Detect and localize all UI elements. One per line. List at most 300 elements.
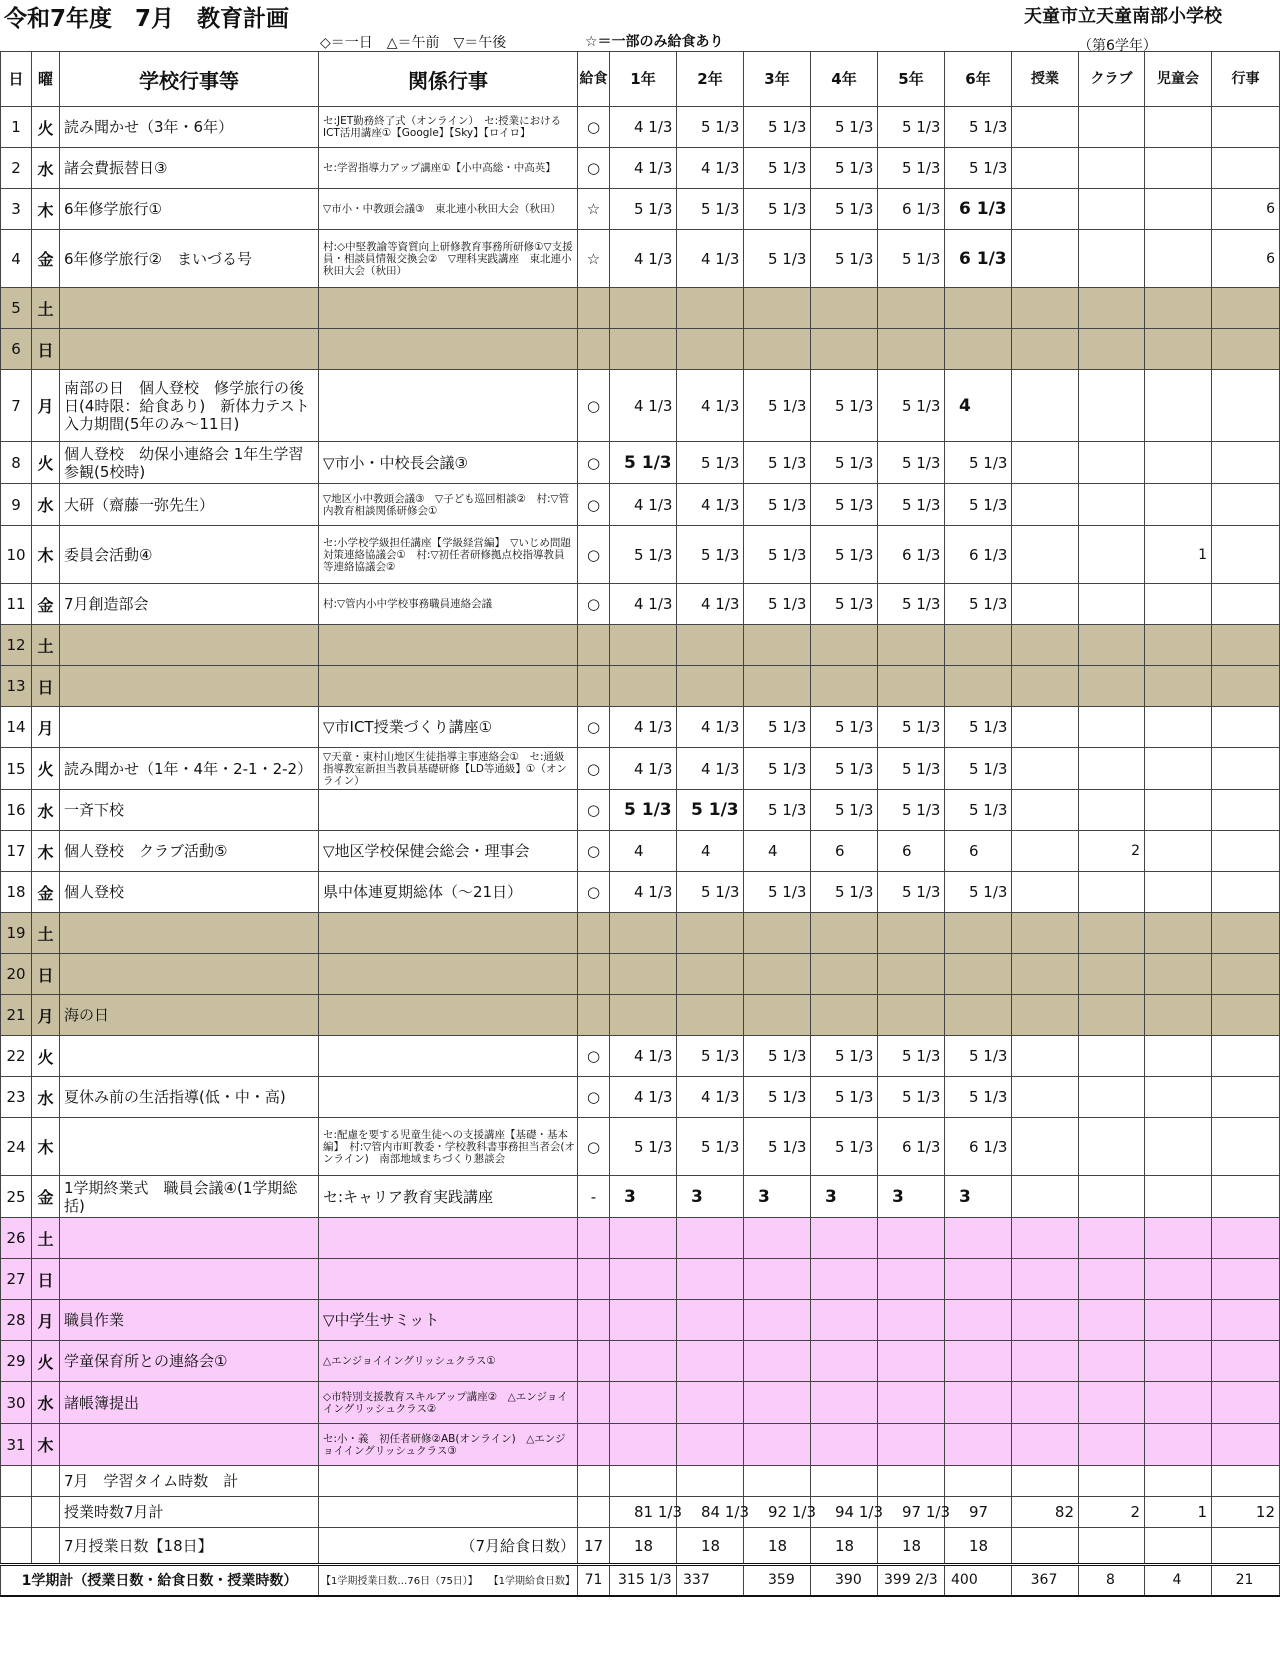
cell-event [1212,954,1280,995]
cell-related-event: ▽市ICT授業づくり講座① [319,707,578,748]
cell-lesson [1012,1218,1079,1259]
cell-council [1145,954,1212,995]
cell-lunch [578,1300,610,1341]
cell-g2-hours [677,329,744,370]
cell-lunch [578,1382,610,1424]
cell-event [1212,831,1280,872]
cell-day: 5 [1,288,32,329]
header-g1: 1年 [610,52,677,107]
cell-event [1212,1259,1280,1300]
cell-club [1079,707,1145,748]
cell-day: 12 [1,625,32,666]
cell-g1-hours: 4 1/3 [610,584,677,625]
grade-note: （第6学年） [1078,38,1157,54]
cell-g2-hours: 5 1/3 [677,1118,744,1176]
cell-lunch: ○ [578,1118,610,1176]
header-day: 日 [1,52,32,107]
cell-event [1212,666,1280,707]
cell-lunch [578,288,610,329]
days-g5: 18 [878,1528,945,1565]
table-row [1,707,1280,748]
cell-g2-hours: 5 1/3 [677,442,744,484]
cell-g1-hours [610,329,677,370]
cell-g6-hours: 6 [945,831,1012,872]
cell-g3-hours: 5 1/3 [744,707,811,748]
cell-council [1145,484,1212,526]
table-row [1,1259,1280,1300]
cell-g5-hours: 5 1/3 [878,748,945,790]
cell-dow: 火 [32,1341,60,1382]
hours-g5: 97 1/3 [878,1497,945,1528]
cell-g1-hours: 4 1/3 [610,230,677,288]
header-lesson: 授業 [1012,52,1079,107]
cell-g2-hours [677,288,744,329]
cell-g1-hours: 4 1/3 [610,872,677,913]
cell-school-event [60,1424,319,1466]
cell-event [1212,1218,1280,1259]
cell-event [1212,584,1280,625]
cell-related-event: ▽地区小中教頭会議③ ▽子ども巡回相談② 村:▽管内教育相談関係研修会① [319,484,578,526]
cell-lunch [578,625,610,666]
cell-dow: 木 [32,831,60,872]
cell-council [1145,748,1212,790]
cell-related-event [319,329,578,370]
cell-club [1079,370,1145,442]
cell-related-event: セ:小・義 初任者研修②AB(オンライン) △エンジョイイングリッシュクラス③ [319,1424,578,1466]
cell-event: 6 [1212,230,1280,288]
cell-g2-hours [677,954,744,995]
days-g3: 18 [744,1528,811,1565]
cell-g6-hours [945,288,1012,329]
days-g4: 18 [811,1528,878,1565]
hours-g4: 94 1/3 [811,1497,878,1528]
cell-g6-hours: 5 1/3 [945,872,1012,913]
cell-g5-hours [878,329,945,370]
cell-day: 20 [1,954,32,995]
cell-council [1145,148,1212,189]
cell-g1-hours: 4 1/3 [610,1077,677,1118]
cell-day: 28 [1,1300,32,1341]
cell-g3-hours: 5 1/3 [744,148,811,189]
hours-club: 2 [1079,1497,1145,1528]
table-row [1,1300,1280,1341]
cell-council [1145,1036,1212,1077]
cell-g1-hours [610,1341,677,1382]
cell-g2-hours [677,666,744,707]
cell-related-event [319,1077,578,1118]
term-g4: 390 [811,1565,878,1596]
cell-club [1079,1424,1145,1466]
cell-g5-hours: 5 1/3 [878,148,945,189]
cell-g2-hours: 4 1/3 [677,584,744,625]
cell-g3-hours: 5 1/3 [744,484,811,526]
cell-g5-hours [878,1259,945,1300]
hours-lesson: 82 [1012,1497,1079,1528]
cell-event [1212,872,1280,913]
term-event: 21 [1212,1565,1280,1596]
cell-school-event: 6年修学旅行① [60,189,319,230]
cell-council [1145,625,1212,666]
cell-club [1079,1176,1145,1218]
cell-g5-hours: 5 1/3 [878,1077,945,1118]
cell-related-event: セ:JET勤務終了式（オンライン） セ:授業におけるICT活用講座①【Google】【Sky】【ロイロ】 [319,107,578,148]
cell-event [1212,707,1280,748]
cell-day: 6 [1,329,32,370]
cell-council [1145,584,1212,625]
footer-days-row [1,1528,1280,1565]
cell-lesson [1012,370,1079,442]
cell-lunch: ☆ [578,230,610,288]
cell-lesson [1012,913,1079,954]
cell-g4-hours [811,954,878,995]
cell-club [1079,872,1145,913]
cell-g6-hours [945,1341,1012,1382]
table-row [1,230,1280,288]
cell-lunch [578,995,610,1036]
cell-g6-hours: 5 1/3 [945,748,1012,790]
cell-lunch: ○ [578,484,610,526]
cell-day: 29 [1,1341,32,1382]
footer-study-time-row [1,1466,1280,1497]
cell-g4-hours [811,666,878,707]
cell-g5-hours: 5 1/3 [878,370,945,442]
table-row [1,1218,1280,1259]
cell-g3-hours [744,954,811,995]
cell-lesson [1012,625,1079,666]
cell-school-event: 職員作業 [60,1300,319,1341]
cell-lesson [1012,1382,1079,1424]
table-row [1,370,1280,442]
cell-council [1145,1300,1212,1341]
cell-lunch [578,1424,610,1466]
cell-g3-hours [744,1424,811,1466]
cell-council [1145,1176,1212,1218]
cell-g6-hours: 6 1/3 [945,526,1012,584]
cell-dow: 水 [32,484,60,526]
cell-lesson [1012,707,1079,748]
table-row [1,872,1280,913]
cell-related-event: セ:学習指導力アップ講座①【小中高総・中高英】 [319,148,578,189]
cell-lesson [1012,1036,1079,1077]
cell-day: 19 [1,913,32,954]
cell-club [1079,1382,1145,1424]
cell-club [1079,148,1145,189]
cell-club [1079,995,1145,1036]
table-row [1,442,1280,484]
cell-g6-hours: 5 1/3 [945,484,1012,526]
cell-g5-hours: 5 1/3 [878,107,945,148]
cell-g4-hours [811,1341,878,1382]
cell-dow: 火 [32,1036,60,1077]
cell-council [1145,1424,1212,1466]
cell-g3-hours: 5 1/3 [744,1036,811,1077]
cell-g5-hours [878,1424,945,1466]
cell-g1-hours [610,1218,677,1259]
cell-g1-hours: 4 1/3 [610,1036,677,1077]
cell-lunch: ☆ [578,189,610,230]
cell-related-event: 県中体連夏期総体（～21日） [319,872,578,913]
cell-day: 24 [1,1118,32,1176]
cell-club [1079,1118,1145,1176]
cell-school-event: 諸帳簿提出 [60,1382,319,1424]
cell-g6-hours: 5 1/3 [945,584,1012,625]
cell-g6-hours: 5 1/3 [945,1036,1012,1077]
cell-lesson [1012,1077,1079,1118]
cell-g3-hours [744,1300,811,1341]
cell-g3-hours [744,666,811,707]
cell-g6-hours: 5 1/3 [945,107,1012,148]
cell-council [1145,442,1212,484]
cell-school-event: 委員会活動④ [60,526,319,584]
cell-council [1145,790,1212,831]
cell-g2-hours: 4 1/3 [677,707,744,748]
term-total-row [1,1565,1280,1596]
cell-g5-hours: 5 1/3 [878,230,945,288]
cell-school-event: 個人登校 幼保小連絡会 1年生学習参観(5校時) [60,442,319,484]
cell-lunch: ○ [578,107,610,148]
cell-school-event: 大研（齋藤一弥先生） [60,484,319,526]
cell-g4-hours: 5 1/3 [811,107,878,148]
cell-g6-hours [945,1259,1012,1300]
cell-day: 22 [1,1036,32,1077]
cell-school-event: 諸会費振替日③ [60,148,319,189]
cell-school-event: 一斉下校 [60,790,319,831]
cell-g2-hours: 4 1/3 [677,484,744,526]
cell-school-event [60,954,319,995]
cell-g1-hours: 4 1/3 [610,148,677,189]
cell-g6-hours [945,1424,1012,1466]
cell-g3-hours [744,1382,811,1424]
cell-dow: 日 [32,666,60,707]
cell-lesson [1012,148,1079,189]
cell-club: 2 [1079,831,1145,872]
cell-lesson [1012,790,1079,831]
cell-g3-hours: 5 1/3 [744,872,811,913]
term-days-note: 【1学期授業日数…76日（75日）】 [321,1576,478,1588]
cell-g5-hours [878,666,945,707]
cell-lunch: ○ [578,707,610,748]
cell-g1-hours: 3 [610,1176,677,1218]
table-row [1,329,1280,370]
cell-related-event [319,370,578,442]
term-club: 8 [1079,1565,1145,1596]
cell-day: 3 [1,189,32,230]
cell-g4-hours [811,625,878,666]
cell-g5-hours: 6 1/3 [878,189,945,230]
cell-dow: 火 [32,107,60,148]
cell-council [1145,872,1212,913]
cell-lesson [1012,1176,1079,1218]
header-dow: 曜 [32,52,60,107]
cell-g5-hours [878,625,945,666]
cell-club [1079,913,1145,954]
cell-g4-hours: 5 1/3 [811,370,878,442]
cell-day: 18 [1,872,32,913]
cell-school-event: 南部の日 個人登校 修学旅行の後日(4時限：給食あり) 新体力テスト入力期間(5年のみ～11日) [60,370,319,442]
cell-g4-hours [811,1218,878,1259]
cell-g1-hours [610,288,677,329]
cell-dow: 土 [32,625,60,666]
cell-school-event: 7月創造部会 [60,584,319,625]
cell-lunch: ○ [578,370,610,442]
cell-school-event: 学童保育所との連絡会① [60,1341,319,1382]
cell-g3-hours [744,913,811,954]
cell-dow: 水 [32,1382,60,1424]
cell-club [1079,526,1145,584]
cell-g2-hours [677,1424,744,1466]
cell-council [1145,329,1212,370]
cell-g5-hours [878,913,945,954]
cell-g6-hours [945,1218,1012,1259]
header-g5: 5年 [878,52,945,107]
cell-g3-hours: 5 1/3 [744,370,811,442]
cell-g4-hours: 5 1/3 [811,790,878,831]
cell-council: 1 [1145,526,1212,584]
cell-g2-hours [677,1300,744,1341]
cell-g2-hours [677,625,744,666]
cell-dow: 木 [32,189,60,230]
cell-day: 31 [1,1424,32,1466]
cell-g5-hours: 5 1/3 [878,707,945,748]
cell-g1-hours: 5 1/3 [610,526,677,584]
cell-club [1079,1259,1145,1300]
cell-day: 26 [1,1218,32,1259]
cell-club [1079,790,1145,831]
cell-g6-hours [945,1300,1012,1341]
cell-event [1212,370,1280,442]
cell-day: 17 [1,831,32,872]
cell-day: 16 [1,790,32,831]
hours-g2: 84 1/3 [677,1497,744,1528]
cell-day: 1 [1,107,32,148]
cell-event [1212,625,1280,666]
cell-g4-hours: 5 1/3 [811,1118,878,1176]
cell-lesson [1012,1341,1079,1382]
legend-time: ◇＝一日 △＝午前 ▽＝午後 [320,35,507,51]
cell-lunch: ○ [578,872,610,913]
study-time-label: 7月 学習タイム時数 計 [60,1466,319,1497]
cell-dow: 土 [32,1218,60,1259]
cell-school-event [60,329,319,370]
plan-table [0,51,1280,1597]
table-row [1,995,1280,1036]
cell-g4-hours: 5 1/3 [811,707,878,748]
cell-dow: 火 [32,748,60,790]
cell-g5-hours: 5 1/3 [878,872,945,913]
cell-lesson [1012,748,1079,790]
cell-event [1212,748,1280,790]
table-row [1,107,1280,148]
cell-g6-hours: 6 1/3 [945,230,1012,288]
cell-g1-hours [610,1382,677,1424]
cell-g5-hours [878,1218,945,1259]
cell-g3-hours [744,995,811,1036]
cell-day: 4 [1,230,32,288]
cell-school-event: 6年修学旅行② まいづる号 [60,230,319,288]
cell-lunch: ○ [578,1036,610,1077]
cell-school-event [60,1218,319,1259]
cell-council [1145,913,1212,954]
cell-g6-hours: 6 1/3 [945,1118,1012,1176]
cell-dow: 土 [32,288,60,329]
cell-related-event: セ:配慮を要する児童生徒への支援講座【基礎・基本編】 村:▽管内市町教委・学校教科書事務担当者会(オンライン) 南部地域まちづくり懇談会 [319,1118,578,1176]
cell-club [1079,484,1145,526]
cell-g1-hours: 4 1/3 [610,107,677,148]
cell-lunch: ○ [578,584,610,625]
cell-school-event: 夏休み前の生活指導(低・中・高) [60,1077,319,1118]
cell-related-event [319,790,578,831]
cell-g3-hours: 3 [744,1176,811,1218]
cell-g5-hours [878,288,945,329]
cell-school-event: 個人登校 クラブ活動⑤ [60,831,319,872]
cell-g6-hours [945,329,1012,370]
cell-council [1145,288,1212,329]
footer-hours-row [1,1497,1280,1528]
cell-day: 11 [1,584,32,625]
cell-club [1079,230,1145,288]
cell-g4-hours [811,1300,878,1341]
cell-g1-hours [610,1259,677,1300]
cell-g5-hours: 6 1/3 [878,526,945,584]
cell-event: 6 [1212,189,1280,230]
cell-event [1212,995,1280,1036]
cell-g6-hours: 4 [945,370,1012,442]
cell-g3-hours [744,1341,811,1382]
header-g2: 2年 [677,52,744,107]
table-row [1,189,1280,230]
cell-related-event: ▽中学生サミット [319,1300,578,1341]
cell-g5-hours: 5 1/3 [878,1036,945,1077]
cell-lunch [578,1259,610,1300]
cell-g6-hours: 5 1/3 [945,442,1012,484]
cell-council [1145,707,1212,748]
cell-g2-hours: 5 1/3 [677,107,744,148]
cell-event [1212,790,1280,831]
table-row [1,1176,1280,1218]
cell-event [1212,1424,1280,1466]
days-label: 7月授業日数【18日】 [60,1528,319,1565]
term-council: 4 [1145,1565,1212,1596]
table-row [1,831,1280,872]
cell-lunch [578,954,610,995]
cell-council [1145,230,1212,288]
cell-event [1212,1341,1280,1382]
cell-g2-hours: 4 1/3 [677,1077,744,1118]
cell-dow: 金 [32,230,60,288]
cell-lunch: ○ [578,526,610,584]
cell-g1-hours: 4 1/3 [610,707,677,748]
cell-dow: 日 [32,1259,60,1300]
cell-lunch: ○ [578,442,610,484]
cell-school-event [60,1259,319,1300]
cell-g1-hours: 4 [610,831,677,872]
cell-g3-hours: 5 1/3 [744,584,811,625]
cell-lunch [578,329,610,370]
cell-event [1212,329,1280,370]
cell-dow: 水 [32,790,60,831]
cell-dow: 日 [32,329,60,370]
cell-lesson [1012,484,1079,526]
cell-lesson [1012,230,1079,288]
cell-dow: 水 [32,148,60,189]
cell-dow: 金 [32,872,60,913]
cell-g3-hours: 5 1/3 [744,230,811,288]
cell-g4-hours: 5 1/3 [811,748,878,790]
cell-g6-hours [945,913,1012,954]
cell-lesson [1012,1300,1079,1341]
cell-club [1079,329,1145,370]
cell-school-event [60,913,319,954]
